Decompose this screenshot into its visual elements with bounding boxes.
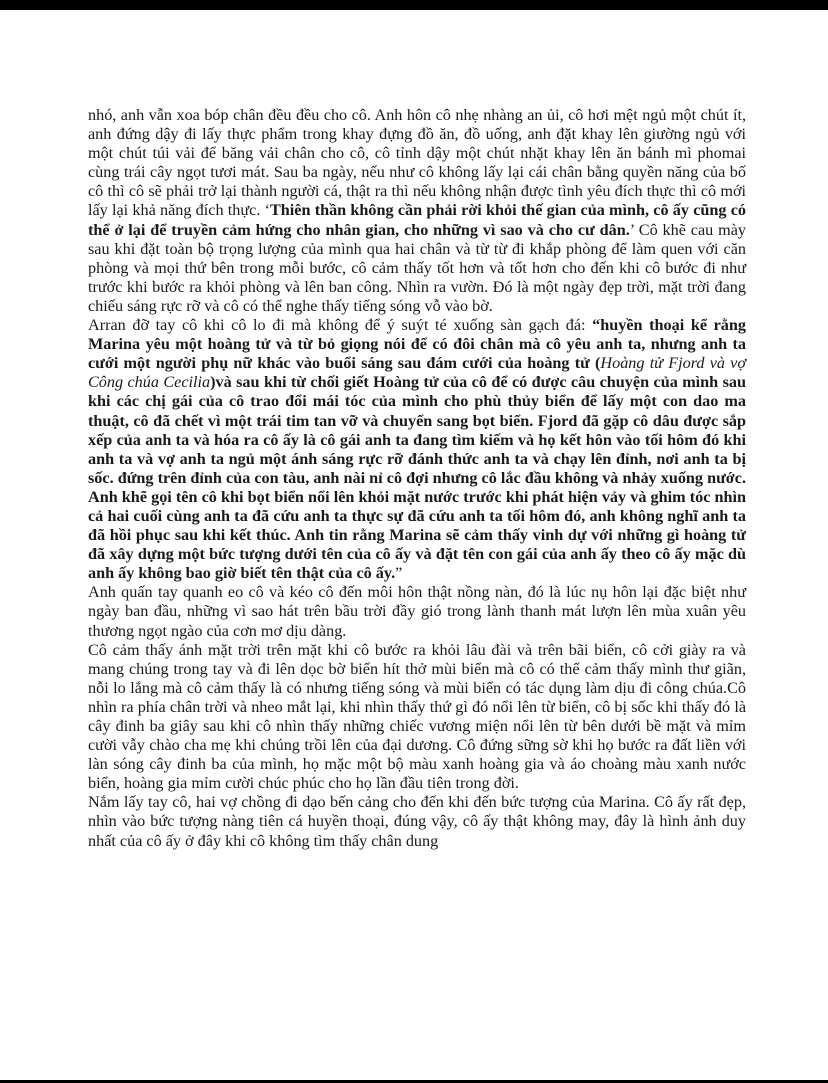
paragraph-1 xyxy=(88,106,746,316)
paragraph-2 xyxy=(88,316,746,583)
paragraph-3: Anh quấn tay quanh eo cô và kéo cô đến môi hôn thật nồng nàn, đó là lúc nụ hôn lại đặc biệt như ngày ban đầu, những vì sao hát trên bầu trời đầy gió trong lành thanh mát lượn lên mùa xuân yêu thương ngọt ngào của cơn mơ dịu dàng. xyxy=(88,583,746,640)
paragraph-1-quote-bold: Thiên thần không cần phải rời khỏi thế gian của mình, cô ấy cũng có thể ở lại để truyền cảm hứng cho nhân gian, cho những vì sao và cho cư dân. xyxy=(88,201,746,239)
paragraph-1-text: nhó, anh vẫn xoa bóp chân đều đều cho cô. Anh hôn cô nhẹ nhàng an ủi, cô hơi mệt ngủ một chút ít, anh đứng dậy đi lấy thực phẩm trong khay đựng đồ ăn, đồ uống, anh đặt khay lên giường ngủ với một chút túi vải để băng vải chân cho cô, cô tỉnh dậy một chút nhặt khay lên ăn bánh mì phomai cùng trái cây ngọt tươi mát. Sau ba ngày, nếu như cô không lấy lại cái chân bằng quyền năng của bố cô thì cô sẽ phải trở lại thành người cá, thật ra thì nếu không nhận được tình yêu đích thực thì cô mới lấy lại khả năng đích thực. ‘ xyxy=(88,106,746,220)
paragraph-2-legend-italic: Hoàng tử Fjord và vợ Công chúa Cecilia xyxy=(88,354,746,392)
text-body xyxy=(88,106,746,851)
paragraph-2-intro: Arran đỡ tay cô khi cô lo đi mà không để ý suýt té xuống sàn gạch đá: xyxy=(88,316,593,335)
paragraph-5: Nắm lấy tay cô, hai vợ chồng đi dạo bến cảng cho đến khi đến bức tượng của Marina. Cô ấy rất đẹp, nhìn vào bức tượng nàng tiên cá huyền thoại, đúng vậy, cô ấy thật không may, đây là hình ảnh duy nhất của cô ấy ở đây khi cô không tìm thấy chân dung xyxy=(88,793,746,850)
paragraph-2-legend-bold-cont: )và sau khi từ chối giết Hoàng tử của cô để có được câu chuyện của mình sau khi các chị gái của cô trao đổi mái tóc của mình cho phù thủy biển để lấy một con dao ma thuật, cô đã chết vì một trái tim tan vỡ và chuyển sang bọt biển. Fjord đã gặp cô dâu được sắp xếp của anh ta và hóa ra cô ấy là cô gái anh ta đang tìm kiếm và họ kết hôn vào tối hôm đó khi anh ta và vợ anh ta ngủ một ánh sáng rực rỡ đánh thức anh ta và chạy lên đỉnh, nơi anh ta bị sốc. đứng trên đỉnh của con tàu, anh nài nỉ cô đợi nhưng cô lắc đầu không và nhảy xuống nước. Anh khẽ gọi tên cô khi bọt biển nổi lên khỏi mặt nước trước khi phát hiện vảy và ghim tóc nhìn cả hai cuối cùng anh ta đã cứu anh ta thực sự đã cứu anh ta tối hôm đó, anh không nghĩ anh ta đã hồi phục sau khi kết thúc. Anh tin rằng Marina sẽ cảm thấy vinh dự với những gì hoàng tử đã xây dựng một bức tượng dưới tên của cô ấy và đặt tên con gái của anh ấy theo cô ấy mặc dù anh ấy không bao giờ biết tên thật của cô ấy. xyxy=(88,373,747,583)
paragraph-4: Cô cảm thấy ánh mặt trời trên mặt khi cô bước ra khỏi lâu đài và trên bãi biển, cô cởi giày ra và mang chúng trong tay và đi lên dọc bờ biển hít thở mùi biển mà cô có thể cảm thấy mình thư giãn, nỗi lo lắng mà cô cảm thấy là có nhưng tiếng sóng và mùi biển có tác dụng làm dịu đi công chúa.Cô nhìn ra phía chân trời và nheo mắt lại, khi nhìn thấy thứ gì đó nổi lên từ biển, cô bị sốc khi thấy đó là cây đinh ba giây sau khi cô nhìn thấy những chiếc vương miện nổi lên từ bên dưới bề mặt và mỉm cười vẫy chào cha mẹ khi chúng trồi lên của đại dương. Cô đứng sững sờ khi họ bước ra đất liền với làn sóng cây đinh ba của mình, họ mặc một bộ màu xanh hoàng gia và áo choàng màu xanh nước biển, hoàng gia mỉm cười chúc phúc cho họ lần đầu tiên trong đời. xyxy=(88,640,746,793)
paragraph-1-continuation: ’ Cô khẽ cau mày sau khi đặt toàn bộ trọng lượng của mình qua hai chân và từ từ đi khắp phòng để làm quen với căn phòng và mọi thứ bên trong mỗi bước, cô cảm thấy tốt hơn và tốt hơn cho đến khi cô bước đi như trước khi bước ra khỏi phòng và lên ban công. Nhìn ra vườn. Đó là một ngày đẹp trời, mặt trời đang chiếu sáng rực rỡ và cô có thể nghe thấy tiếng sóng vỗ vào bờ. xyxy=(88,220,746,315)
paragraph-2-legend-bold: “huyền thoại kể rằng Marina yêu một hoàng tử và từ bỏ giọng nói để có đôi chân mà cô yêu anh ta, nhưng anh ta cưới một người phụ nữ khác vào buổi sáng sau đám cưới của hoàng tử ( xyxy=(88,316,746,373)
document-page xyxy=(0,10,828,1080)
paragraph-2-close-quote: ” xyxy=(395,564,403,583)
